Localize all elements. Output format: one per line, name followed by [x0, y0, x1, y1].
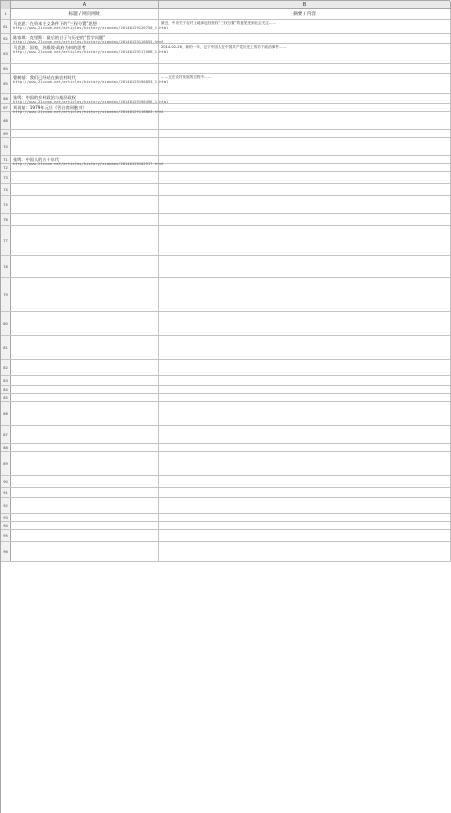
cell-summary[interactable] — [159, 402, 451, 425]
table-row — [1, 498, 451, 514]
cell-summary[interactable] — [159, 112, 451, 129]
row-title: 马克思：国家，苏维埃·政府为何的思考 — [13, 45, 86, 50]
select-all-corner[interactable] — [1, 1, 11, 9]
cell-summary[interactable] — [159, 226, 451, 255]
cell-title[interactable] — [11, 426, 159, 443]
table-row — [1, 278, 451, 312]
row-url: http://www.21ccom.net/articles/history/xiandai/20140129190496_1.html — [13, 99, 169, 105]
row-title: 曹树基：我们已经站在新农村时代 — [13, 75, 76, 80]
cell-summary-header[interactable] — [159, 9, 451, 19]
cell-title[interactable] — [11, 476, 159, 487]
cell-title[interactable] — [11, 74, 169, 93]
cell-summary[interactable] — [159, 156, 451, 163]
table-row — [1, 226, 451, 256]
row-number[interactable]: 71 — [1, 156, 11, 163]
row-number[interactable]: 93 — [1, 514, 11, 521]
column-header-a[interactable]: A — [11, 1, 159, 9]
row-number[interactable]: 73 — [1, 172, 11, 183]
row-number[interactable]: 94 — [1, 522, 11, 529]
table-row — [1, 64, 451, 74]
cell-summary[interactable] — [159, 476, 451, 487]
row-url: http://www.21ccom.net/articles/history/xiandai/20140129116863.html — [13, 109, 164, 115]
row-number[interactable]: 68 — [1, 112, 11, 129]
table-row — [1, 360, 451, 376]
table-row — [1, 196, 451, 214]
table-row — [1, 522, 451, 530]
cell-title[interactable] — [11, 34, 164, 45]
table-row — [1, 376, 451, 386]
row-number[interactable]: 86 — [1, 402, 11, 425]
row-title: 张鸣：中国人的五十年代 — [13, 157, 60, 162]
table-row — [1, 444, 451, 452]
row-number[interactable]: 64 — [1, 64, 11, 73]
row-number[interactable]: 87 — [1, 426, 11, 443]
table-row — [1, 104, 451, 115]
table-row — [1, 394, 451, 402]
row-number[interactable]: 65 — [1, 74, 11, 93]
cell-title[interactable] — [11, 498, 159, 513]
row-url: http://www.21ccom.net/articles/history/xiandai/20140129110855.html — [13, 39, 164, 45]
cell-title[interactable] — [11, 336, 159, 359]
cell-title[interactable] — [11, 196, 159, 213]
row-number[interactable]: 75 — [1, 196, 11, 213]
cell-title[interactable] — [11, 360, 159, 375]
row-number[interactable]: 83 — [1, 376, 11, 385]
row-title: 马克思：在资本主义条件下的“三权分置”思想 — [13, 21, 97, 26]
row-number[interactable]: 67 — [1, 104, 11, 111]
row-summary: ……正在农村发展的过程中…… — [161, 75, 212, 79]
cell-summary[interactable] — [159, 360, 451, 375]
table-row — [1, 130, 451, 138]
table-row — [1, 488, 451, 498]
cell-title[interactable] — [11, 156, 164, 167]
cell-summary[interactable] — [159, 542, 451, 561]
cell-summary[interactable] — [159, 498, 451, 513]
header-row — [1, 9, 451, 20]
row-title: 张鸣：中国的乡村政治与基层政权 — [13, 95, 76, 100]
cell-title[interactable] — [11, 394, 159, 401]
cell-title[interactable] — [11, 444, 159, 451]
table-row — [1, 34, 451, 44]
row-number[interactable]: 61 — [1, 20, 11, 33]
table-row — [1, 426, 451, 444]
cell-summary[interactable] — [159, 74, 451, 93]
cell-summary[interactable] — [159, 94, 451, 103]
row-number[interactable]: 77 — [1, 226, 11, 255]
row-number[interactable]: 66 — [1, 94, 11, 103]
summary-header-label: 摘要 / 内容 — [293, 12, 316, 17]
row-number[interactable]: 76 — [1, 214, 11, 225]
table-row — [1, 172, 451, 184]
cell-title[interactable] — [11, 452, 159, 475]
row-number[interactable]: 85 — [1, 394, 11, 401]
cell-title[interactable] — [11, 214, 159, 225]
cell-summary[interactable] — [159, 386, 451, 393]
cell-summary[interactable] — [159, 394, 451, 401]
cell-title[interactable] — [11, 104, 164, 115]
cell-summary[interactable] — [159, 44, 451, 63]
column-header-b[interactable]: B — [159, 1, 451, 9]
cell-title[interactable] — [11, 226, 159, 255]
row-number[interactable]: 90 — [1, 476, 11, 487]
row-number[interactable]: 69 — [1, 130, 11, 137]
row-url: http://www.21ccom.net/articles/history/xiandai/20140129117988_1.html — [13, 49, 169, 55]
cell-summary[interactable] — [159, 196, 451, 213]
table-row — [1, 94, 451, 104]
row-number[interactable]: 74 — [1, 184, 11, 195]
table-row — [1, 138, 451, 156]
cell-summary[interactable] — [159, 138, 451, 155]
table-row — [1, 542, 451, 562]
row-number[interactable]: 72 — [1, 164, 11, 171]
cell-title[interactable] — [11, 64, 159, 73]
row-number[interactable]: 92 — [1, 498, 11, 513]
row-number[interactable]: 91 — [1, 488, 11, 497]
cell-summary[interactable] — [159, 530, 451, 541]
cell-title[interactable] — [11, 402, 159, 425]
table-row — [1, 476, 451, 488]
row-number[interactable]: 95 — [1, 530, 11, 541]
cell-title-header[interactable] — [11, 9, 159, 19]
row-title: 刘再复：1979年元旦《告台湾同胞书》 — [13, 105, 87, 110]
row-number[interactable]: 84 — [1, 386, 11, 393]
cell-title[interactable] — [11, 278, 159, 311]
cell-summary[interactable] — [159, 256, 451, 277]
row-title: 陈家琪：克里斯：最后的日子与历史的“哲学问题” — [13, 35, 106, 40]
cell-summary[interactable] — [159, 376, 451, 385]
table-row — [1, 109, 451, 130]
row-url: http://www.21ccom.net/articles/history/xiandai/20140129102917.html — [13, 161, 164, 167]
cell-title[interactable] — [11, 522, 159, 529]
cell-title[interactable] — [11, 376, 159, 385]
table-row — [1, 161, 451, 172]
cell-title[interactable] — [11, 44, 169, 63]
cell-title[interactable] — [11, 20, 169, 33]
row-summary: 2014-02-26，新的一年，记下中国人在中国共产党历史上的若干政治事件…… — [161, 45, 287, 49]
table-row — [1, 74, 451, 94]
row-number[interactable]: 1 — [1, 9, 11, 19]
cell-title[interactable] — [11, 386, 159, 393]
cell-summary[interactable] — [159, 20, 451, 33]
row-number[interactable]: 62 — [1, 34, 11, 43]
row-number[interactable]: 81 — [1, 336, 11, 359]
table-row — [1, 336, 451, 360]
table-row — [1, 530, 451, 542]
cell-title[interactable] — [11, 256, 159, 277]
cell-summary[interactable] — [159, 184, 451, 195]
row-summary: 最近，中央关于农村土地承包经营权“三权分置”的意见受到社会关注…… — [161, 21, 277, 25]
cell-summary[interactable] — [159, 514, 451, 521]
cell-title[interactable] — [11, 184, 159, 195]
cell-title[interactable] — [11, 488, 159, 497]
cell-summary[interactable] — [159, 278, 451, 311]
row-number[interactable]: 96 — [1, 542, 11, 561]
table-row — [1, 312, 451, 336]
table-row — [1, 256, 451, 278]
row-url: http://www.21ccom.net/articles/history/xiandai/20140129190893_1.html — [13, 79, 169, 85]
cell-title[interactable] — [11, 94, 169, 105]
row-number[interactable]: 82 — [1, 360, 11, 375]
cell-title[interactable] — [11, 312, 159, 335]
cell-summary[interactable] — [159, 522, 451, 529]
cell-title[interactable] — [11, 530, 159, 541]
column-header-bar — [1, 1, 451, 9]
table-row — [1, 184, 451, 196]
table-row — [1, 44, 451, 64]
cell-summary[interactable] — [159, 214, 451, 225]
cell-summary[interactable] — [159, 444, 451, 451]
cell-summary[interactable] — [159, 164, 451, 171]
row-number[interactable]: 70 — [1, 138, 11, 155]
table-row — [1, 214, 451, 226]
row-number[interactable]: 88 — [1, 444, 11, 451]
row-number[interactable]: 89 — [1, 452, 11, 475]
cell-title[interactable] — [11, 542, 159, 561]
cell-title[interactable] — [11, 514, 159, 521]
cell-summary[interactable] — [159, 104, 451, 111]
row-number[interactable]: 78 — [1, 256, 11, 277]
table-row — [1, 156, 451, 167]
table-row — [1, 386, 451, 394]
row-number[interactable]: 80 — [1, 312, 11, 335]
cell-summary[interactable] — [159, 312, 451, 335]
cell-summary[interactable] — [159, 130, 451, 137]
table-row — [1, 514, 451, 522]
cell-summary[interactable] — [159, 426, 451, 443]
cell-summary[interactable] — [159, 336, 451, 359]
cell-title[interactable] — [11, 130, 159, 137]
cell-title[interactable] — [11, 138, 159, 155]
cell-summary[interactable] — [159, 172, 451, 183]
cell-title[interactable] — [11, 172, 159, 183]
row-number[interactable]: 63 — [1, 44, 11, 63]
table-row — [1, 20, 451, 34]
cell-summary[interactable] — [159, 34, 451, 43]
cell-summary[interactable] — [159, 64, 451, 73]
table-row — [1, 452, 451, 476]
cell-summary[interactable] — [159, 452, 451, 475]
row-url: http://www.21ccom.net/articles/history/xiandai/20140129120750_1.html — [13, 25, 169, 31]
title-header-label: 标题 / 网页网址 — [68, 12, 101, 17]
cell-summary[interactable] — [159, 488, 451, 497]
table-row — [1, 402, 451, 426]
row-number[interactable]: 79 — [1, 278, 11, 311]
